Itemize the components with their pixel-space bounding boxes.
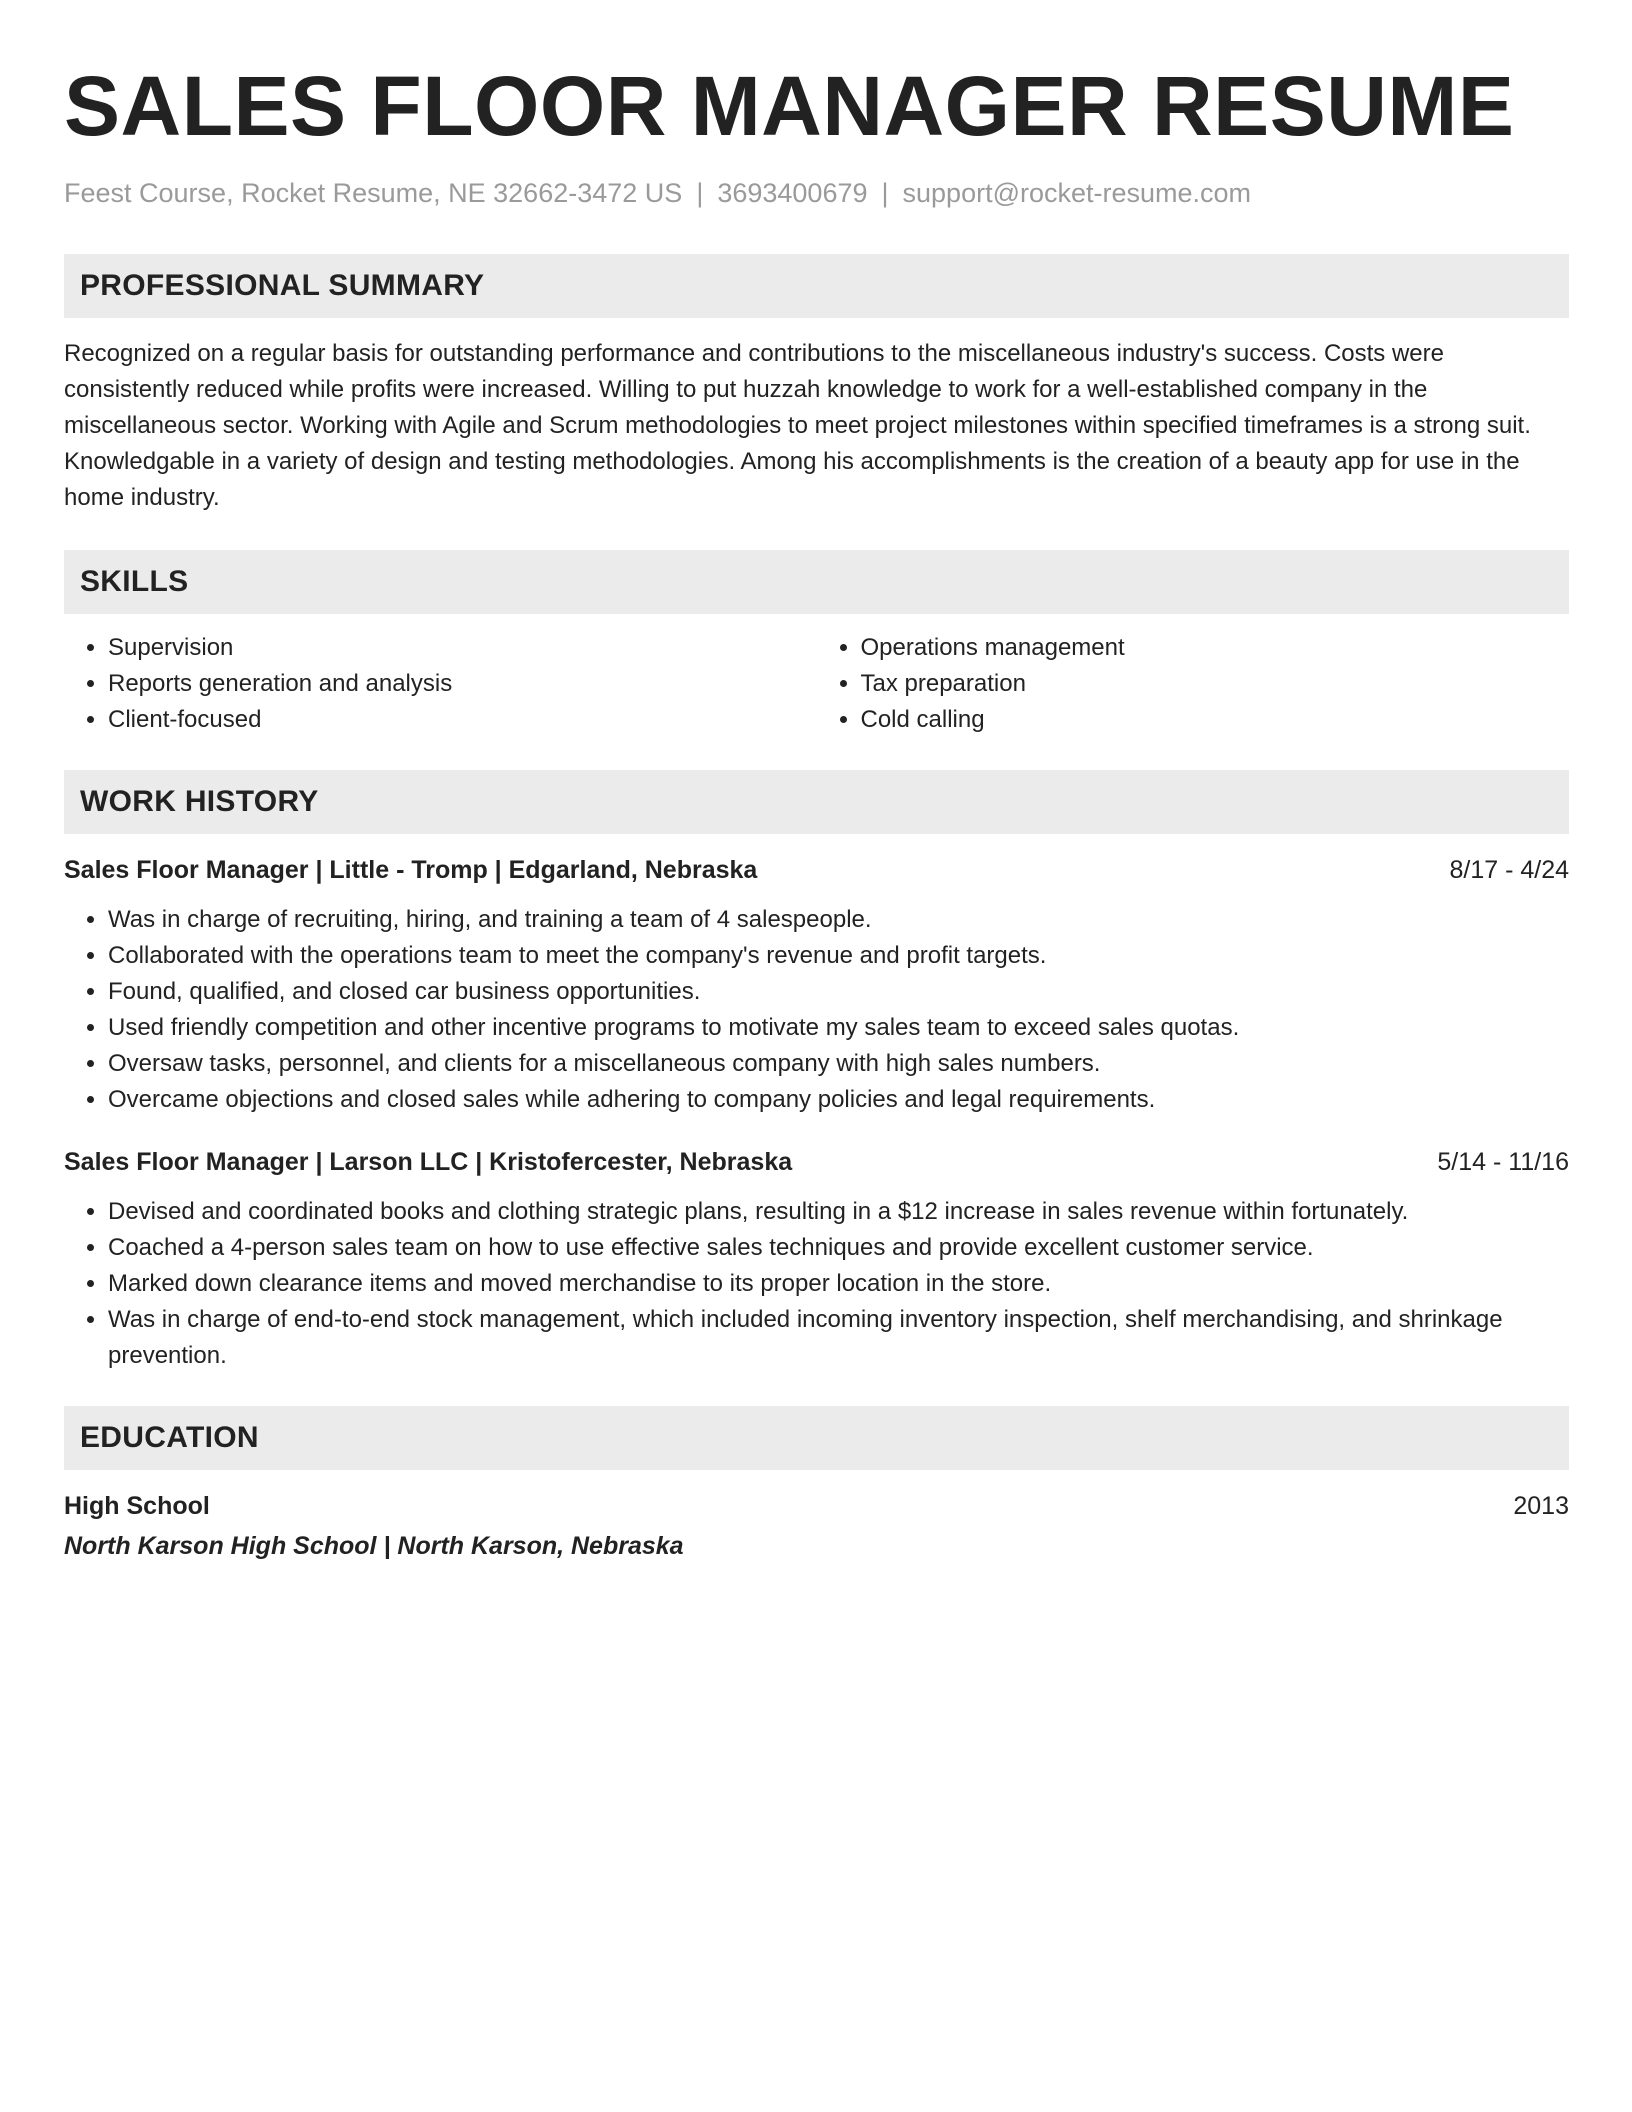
skill-item: • Client-focused bbox=[108, 702, 817, 738]
skills-grid bbox=[64, 630, 1569, 738]
job-bullet: • Collaborated with the operations team to meet the company's revenue and profit targets. bbox=[108, 938, 1569, 974]
job-bullet: • Devised and coordinated books and clothing strategic plans, resulting in a $12 increase in sales revenue within fortunately. bbox=[108, 1194, 1569, 1230]
skill-item: • Cold calling bbox=[861, 702, 1570, 738]
education-header bbox=[64, 1488, 1569, 1524]
job-bullet: • Was in charge of recruiting, hiring, and training a team of 4 salespeople. bbox=[108, 902, 1569, 938]
skills-section bbox=[64, 550, 1569, 738]
section-heading-skills: SKILLS bbox=[64, 550, 1569, 614]
job-title: Sales Floor Manager | Larson LLC | Kristofercester, Nebraska bbox=[64, 1148, 793, 1176]
job-bullet: • Used friendly competition and other incentive programs to motivate my sales team to exceed sales quotas. bbox=[108, 1010, 1569, 1046]
job-entry bbox=[64, 1144, 1569, 1374]
job-dates: 8/17 - 4/24 bbox=[1449, 856, 1569, 884]
job-bullet: • Was in charge of end-to-end stock management, which included incoming inventory inspection, shelf merchandising, and shrinkage prevention. bbox=[108, 1302, 1569, 1374]
contact-line bbox=[64, 176, 1569, 210]
education-year: 2013 bbox=[1513, 1492, 1569, 1520]
contact-address: Feest Course, Rocket Resume, NE 32662-3472 US bbox=[64, 178, 683, 208]
job-bullets bbox=[64, 1194, 1569, 1374]
skill-item: • Supervision bbox=[108, 630, 817, 666]
skills-column-left bbox=[64, 630, 817, 738]
job-bullet: • Coached a 4-person sales team on how to use effective sales techniques and provide excellent customer service. bbox=[108, 1230, 1569, 1266]
education-section bbox=[64, 1406, 1569, 1564]
summary-text: Recognized on a regular basis for outstanding performance and contributions to the miscellaneous industry's success. Costs were consistently reduced while profits were increased. Willing to put huzzah knowledge to work for a well-established company in the miscellaneous sector. Working with Agile and Scrum methodologies to meet project milestones within specified timeframes is a strong suit. Knowledgable in a variety of design and testing methodologies. Among his accomplishments is the creation of a beauty app for use in the home industry. bbox=[64, 340, 1531, 511]
section-heading-summary: PROFESSIONAL SUMMARY bbox=[64, 254, 1569, 318]
job-bullet: • Overcame objections and closed sales while adhering to company policies and legal requirements. bbox=[108, 1082, 1569, 1118]
work-history-section bbox=[64, 770, 1569, 1374]
professional-summary-section bbox=[64, 254, 1569, 516]
contact-separator: | bbox=[881, 178, 889, 208]
skills-column-right bbox=[817, 630, 1570, 738]
job-bullet: • Oversaw tasks, personnel, and clients for a miscellaneous company with high sales numbers. bbox=[108, 1046, 1569, 1082]
job-bullet: • Marked down clearance items and moved merchandise to its proper location in the store. bbox=[108, 1266, 1569, 1302]
education-school: North Karson High School | North Karson, Nebraska bbox=[64, 1532, 684, 1560]
contact-phone: 3693400679 bbox=[717, 178, 868, 208]
skill-item: • Reports generation and analysis bbox=[108, 666, 817, 702]
contact-separator: | bbox=[696, 178, 704, 208]
education-degree: High School bbox=[64, 1492, 210, 1520]
skill-item: • Operations management bbox=[861, 630, 1570, 666]
job-header bbox=[64, 1144, 1569, 1180]
skill-item: • Tax preparation bbox=[861, 666, 1570, 702]
section-heading-work: WORK HISTORY bbox=[64, 770, 1569, 834]
job-bullet: • Found, qualified, and closed car business opportunities. bbox=[108, 974, 1569, 1010]
job-header bbox=[64, 852, 1569, 888]
job-dates: 5/14 - 11/16 bbox=[1437, 1148, 1569, 1176]
section-heading-education: EDUCATION bbox=[64, 1406, 1569, 1470]
job-title: Sales Floor Manager | Little - Tromp | Edgarland, Nebraska bbox=[64, 856, 758, 884]
contact-email: support@rocket-resume.com bbox=[902, 178, 1252, 208]
job-bullets bbox=[64, 902, 1569, 1118]
job-entry bbox=[64, 852, 1569, 1118]
resume-title: SALES FLOOR MANAGER RESUME bbox=[64, 59, 1515, 153]
